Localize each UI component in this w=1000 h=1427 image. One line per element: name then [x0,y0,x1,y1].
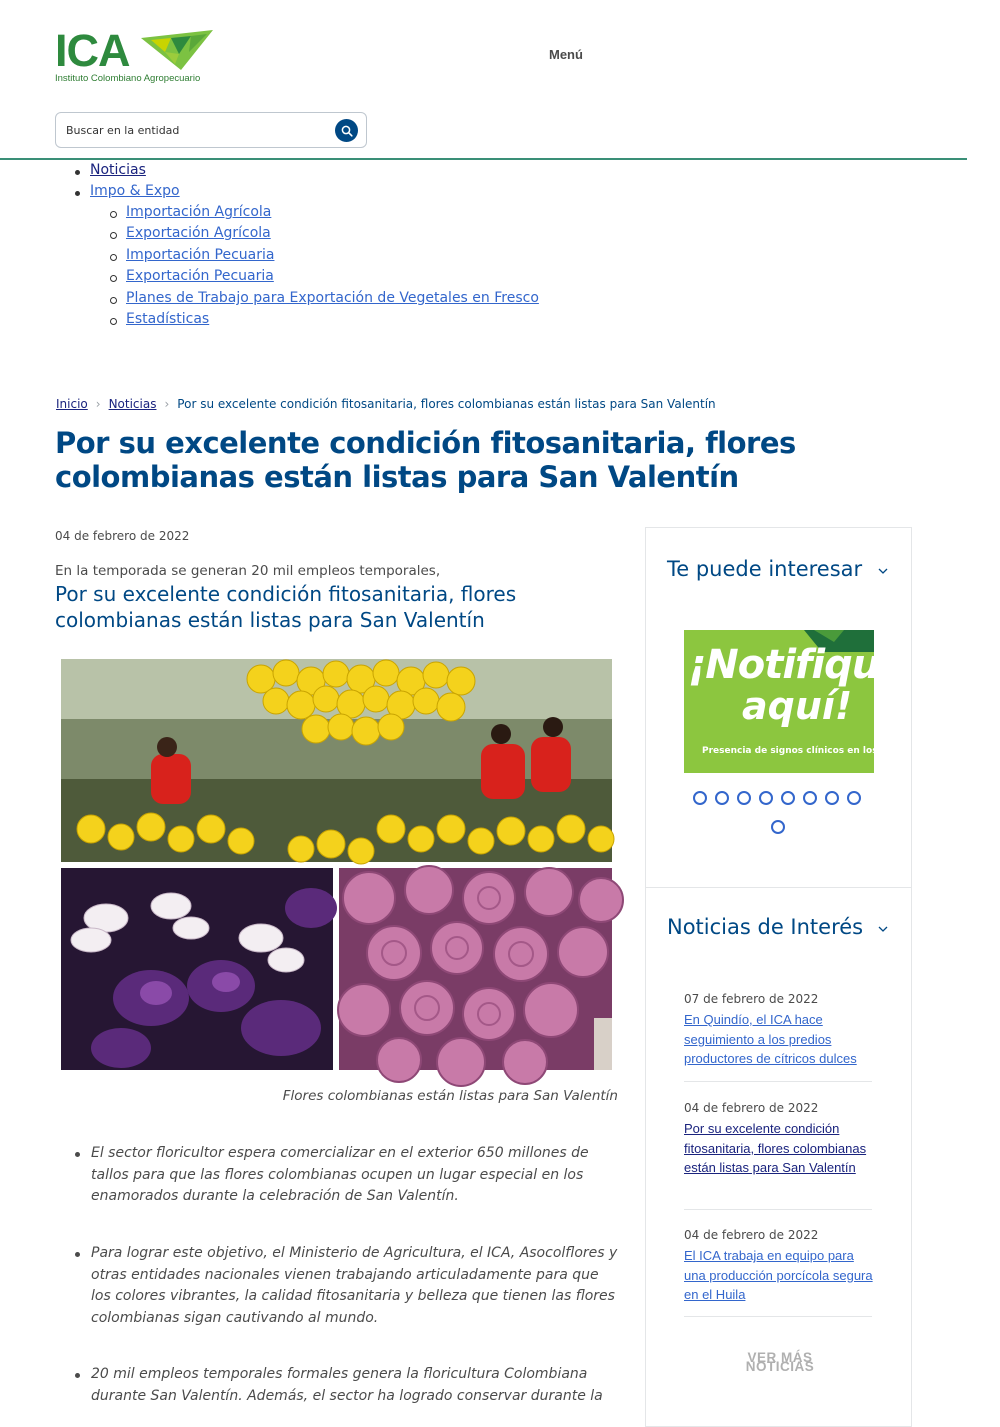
carousel-dot[interactable] [759,791,773,805]
carousel-dot[interactable] [847,791,861,805]
news-link[interactable]: En Quindío, el ICA hace seguimiento a los predios productores de cítricos dulces [684,1012,857,1066]
news-date: 04 de febrero de 2022 [684,1228,819,1242]
menu-button[interactable]: Menú [549,47,583,62]
article-subtitle: Por su excelente condición fitosanitaria, flores colombianas están listas para San Valentín [55,582,517,632]
bullet [110,254,117,261]
interest-title[interactable]: Te puede interesar [667,557,863,581]
carousel-dot[interactable] [715,791,729,805]
news-divider [684,1316,872,1317]
carousel-dot[interactable] [825,791,839,805]
header-divider [0,158,967,160]
logo-flag-icon [141,30,213,70]
carousel-dot[interactable] [771,820,785,834]
photo-pink-roses [339,868,612,1070]
nav-subitem-importacion-agricola[interactable]: Importación Agrícola [126,204,272,220]
carousel-dot[interactable] [737,791,751,805]
ica-logo[interactable] [55,25,215,86]
breadcrumb-home[interactable]: Inicio [56,397,88,411]
nav-subitem-exportacion-agricola[interactable]: Exportación Agrícola [126,225,271,241]
news-date: 07 de febrero de 2022 [684,992,819,1006]
nav-subitem-importacion-pecuaria[interactable]: Importación Pecuaria [126,247,275,263]
article-lead: En la temporada se generan 20 mil empleos temporales, [55,563,441,579]
nav-item-impo-expo[interactable]: Impo & Expo [90,183,180,199]
notification-banner[interactable] [684,630,894,773]
chevron-down-icon[interactable] [878,925,888,933]
news-link[interactable]: Por su excelente condición fitosanitaria, flores colombianas están listas para San Valentín [684,1121,867,1175]
bullet [75,170,80,175]
article-date: 04 de febrero de 2022 [55,529,190,543]
photo-yellow-roses [61,659,612,862]
nav-subitem-estadisticas[interactable]: Estadísticas [126,311,210,327]
nav-subitem-planes-trabajo[interactable]: Planes de Trabajo para Exportación de Vegetales en Fresco [126,290,539,306]
chevron-right-icon: › [95,397,101,411]
chevron-down-icon[interactable] [878,567,888,575]
bullet [110,232,117,239]
bullet [110,318,117,325]
bullet-text: El sector floricultor espera comercializar en el exterior 650 millones de tallos para que las flores colombianas ocupen un lugar especial en los enamorados durante la celebración de San Valentín. [91,1145,589,1204]
image-caption: Flores colombianas están listas para San Valentín [282,1088,618,1104]
bullet [75,1152,80,1157]
logo-text: ICA [55,25,130,76]
bullet [110,297,117,304]
news-divider [684,1081,872,1082]
search-icon [341,125,353,137]
nav-subitem-exportacion-pecuaria[interactable]: Exportación Pecuaria [126,268,274,284]
breadcrumb [56,397,716,411]
bullet-text: 20 mil empleos temporales formales genera la floricultura Colombiana durante San Valentín. Además, el sector ha logrado conservar durante la [91,1366,603,1404]
bullet-text: Para lograr este objetivo, el Ministerio de Agricultura, el ICA, Asocolflores y otras entidades nacionales vienen trabajando articuladamente para que los colores vibrantes, la calidad fitosanitaria y belleza que tienen las flores colombianas sigan cautivando al mundo. [91,1245,618,1326]
photo-alstroemeria [61,868,333,1070]
more-news-button[interactable]: VER MÁS NOTICIAS [745,1350,815,1374]
banner-text: aquí! [742,684,853,728]
news-date: 04 de febrero de 2022 [684,1101,819,1115]
sidebar [645,527,912,1427]
bullet [110,275,117,282]
chevron-right-icon: › [164,397,170,411]
news-divider [684,1209,872,1210]
news-item [684,1228,874,1305]
bullet [75,191,80,196]
news-item [684,1101,874,1178]
search-input[interactable] [66,121,326,139]
logo-subtitle: Instituto Colombiano Agropecuario [55,73,201,84]
carousel-dot[interactable] [803,791,817,805]
news-title[interactable]: Noticias de Interés [667,915,864,939]
carousel-dot[interactable] [781,791,795,805]
page-title: Por su excelente condición fitosanitaria, flores colombianas están listas para San Valentín [55,426,796,494]
search-button[interactable] [335,119,358,142]
news-item [684,992,874,1069]
bullet [75,1252,80,1257]
news-link[interactable]: El ICA trabaja en equipo para una producción porcícola segura en el Huila [684,1248,873,1302]
breadcrumb-current: Por su excelente condición fitosanitaria, flores colombianas están listas para San Valentín [177,397,716,411]
carousel-dot[interactable] [693,791,707,805]
search-box [55,112,367,148]
nav-item-noticias[interactable]: Noticias [90,162,146,178]
bullet [75,1373,80,1378]
breadcrumb-section[interactable]: Noticias [108,397,157,411]
sidebar-divider [646,887,911,888]
banner-text: ¡Notifiqu [688,642,880,688]
bullet [110,211,117,218]
banner-footer: Presencia de signos clínicos en los an [702,746,894,756]
